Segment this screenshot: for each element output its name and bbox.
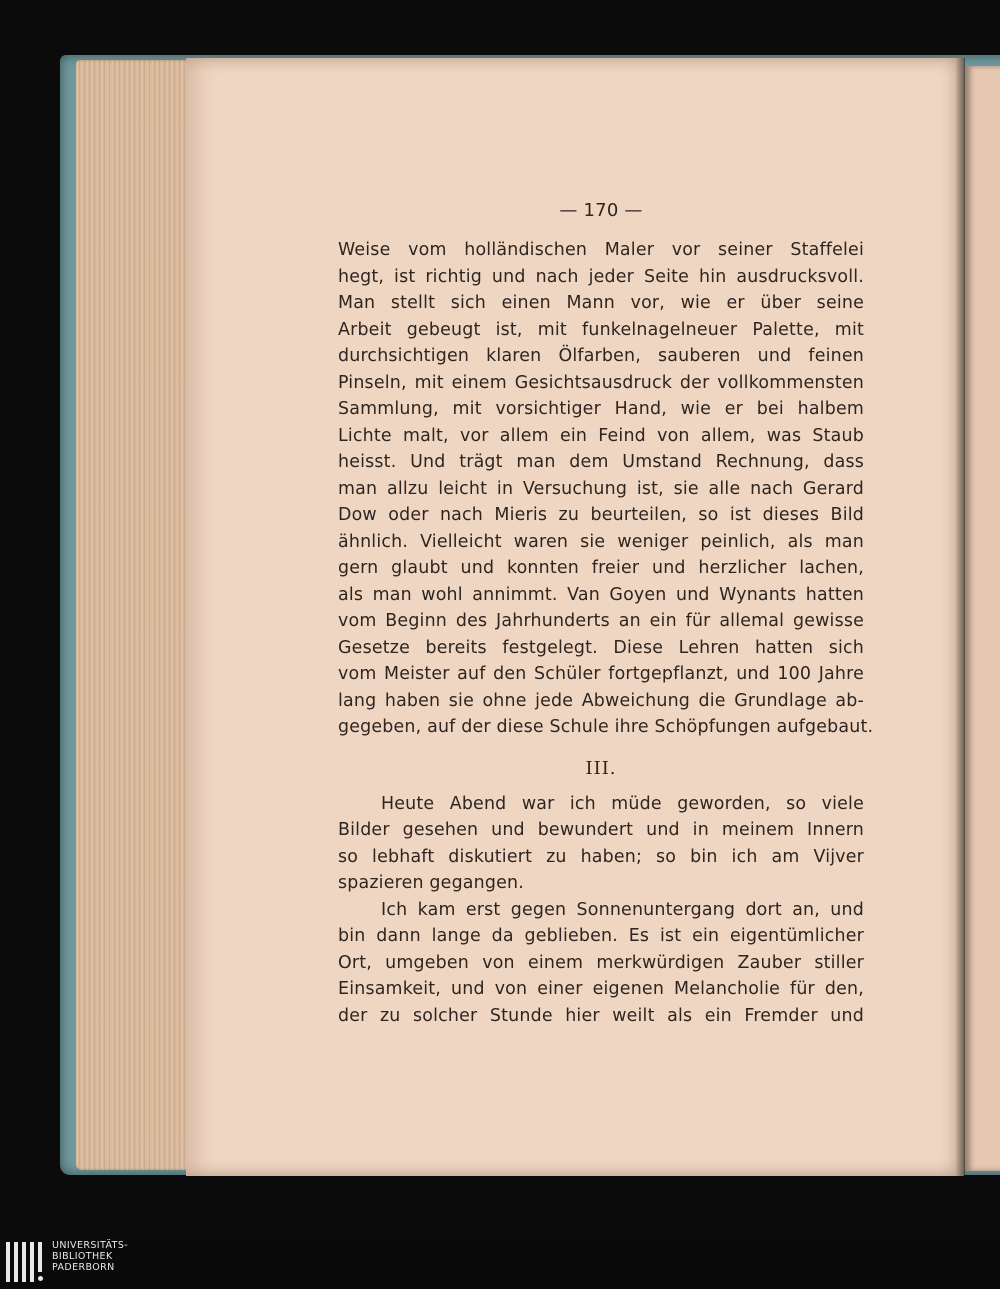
library-barcode-logo-icon	[6, 1242, 46, 1286]
section-heading: III.	[585, 757, 617, 779]
text-line: Ich kam erst gegen Sonnenuntergang dort an, und	[381, 899, 864, 920]
text-line: spazieren gegangen.	[338, 873, 524, 893]
text-line: so lebhaft diskutiert zu haben; so bin ich am Vijver	[338, 846, 864, 867]
library-name-line: PADERBORN	[52, 1262, 115, 1273]
text-line: Heute Abend war ich müde geworden, so viele	[381, 793, 864, 814]
page-text	[338, 196, 874, 1029]
text-line: heisst. Und trägt man dem Umstand Rechnung, dass	[338, 452, 864, 472]
library-name-line: UNIVERSITÄTS-	[52, 1240, 129, 1251]
text-line: Pinseln, mit einem Gesichtsausdruck der vollkommensten	[338, 372, 864, 393]
text-line: lang haben sie ohne jede Abweichung die Grundlage ab-	[338, 690, 864, 711]
text-line: Man stellt sich einen Mann vor, wie er über seine	[338, 293, 864, 313]
text-line: durchsichtigen klaren Ölfarben, sauberen und feinen	[338, 346, 864, 366]
text-line: hegt, ist richtig und nach jeder Seite hin ausdrucksvoll.	[338, 266, 864, 287]
text-line: Bilder gesehen und bewundert und in meinem Innern	[338, 820, 864, 840]
text-line: gegeben, auf der diese Schule ihre Schöpfungen aufgebaut.	[338, 717, 874, 737]
text-line: Dow oder nach Mieris zu beurteilen, so ist dieses Bild	[338, 505, 864, 525]
text-line: vom Beginn des Jahrhunderts an ein für allemal gewisse	[338, 611, 864, 631]
text-line: als man wohl annimmt. Van Goyen und Wynants hatten	[338, 584, 864, 605]
text-line: man allzu leicht in Versuchung ist, sie alle nach Gerard	[338, 478, 864, 499]
text-line: Gesetze bereits festgelegt. Diese Lehren hatten sich	[338, 637, 864, 658]
text-line: der zu solcher Stunde hier weilt als ein Fremder und	[338, 1005, 864, 1026]
paragraph-3	[338, 897, 864, 1030]
text-line: bin dann lange da geblieben. Es ist ein eigentümlicher	[338, 926, 864, 946]
library-footer	[0, 1238, 1000, 1289]
text-line: Weise vom holländischen Maler vor seiner Staffelei	[338, 240, 864, 260]
page-number: — 170 —	[559, 200, 643, 221]
paragraph-2	[338, 791, 864, 897]
gutter-shadow	[955, 58, 965, 1176]
text-line: Arbeit gebeugt ist, mit funkelnagelneuer Palette, mit	[338, 319, 864, 340]
library-name	[52, 1240, 128, 1273]
library-name-line: BIBLIOTHEK	[52, 1251, 113, 1262]
page-edges	[76, 60, 192, 1170]
text-line: Einsamkeit, und von einer eigenen Melancholie für den,	[338, 979, 864, 999]
text-line: gern glaubt und konnten freier und herzlicher lachen,	[338, 558, 864, 578]
text-line: ähnlich. Vielleicht waren sie weniger peinlich, als man	[338, 531, 864, 552]
text-line: vom Meister auf den Schüler fortgepflanzt, und 100 Jahre	[338, 664, 864, 684]
text-line: Lichte malt, vor allem ein Feind von allem, was Staub	[338, 425, 864, 446]
text-line: Sammlung, mit vorsichtiger Hand, wie er bei halbem	[338, 399, 864, 419]
paragraph-1	[338, 237, 874, 741]
facing-page-edge	[964, 66, 1000, 1171]
text-line: Ort, umgeben von einem merkwürdigen Zauber stiller	[338, 952, 864, 973]
